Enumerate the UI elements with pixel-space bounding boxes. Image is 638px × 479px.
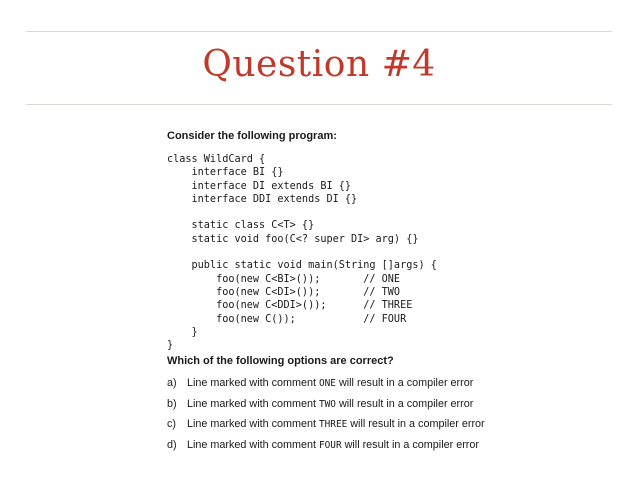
option-text bbox=[187, 439, 479, 451]
code-line: interface BI {} bbox=[167, 167, 284, 179]
code-line: } bbox=[167, 326, 198, 338]
code-line: } bbox=[167, 340, 174, 352]
code-line: foo(new C<DI>()); // TWO bbox=[167, 286, 401, 298]
option-text bbox=[187, 377, 473, 389]
title-divider bbox=[26, 104, 612, 105]
code-line: interface DI extends BI {} bbox=[167, 180, 352, 192]
code-line: public static void main(String []args) { bbox=[167, 260, 437, 272]
card-heading: Consider the following program: bbox=[167, 130, 337, 142]
top-divider bbox=[26, 31, 612, 32]
code-line: foo(new C<DDI>()); // THREE bbox=[167, 300, 413, 312]
option-text bbox=[187, 418, 485, 430]
option-text bbox=[187, 398, 473, 410]
option-letter: a) bbox=[167, 377, 177, 389]
option-text-after: will result in a compiler error bbox=[335, 377, 474, 389]
code-line: interface DDI extends DI {} bbox=[167, 193, 358, 205]
option-letter: c) bbox=[167, 418, 176, 430]
option-text-after: will result in a compiler error bbox=[347, 418, 485, 430]
code-line bbox=[167, 206, 437, 219]
option-text-before: Line marked with comment bbox=[187, 397, 320, 410]
code-line: class WildCard { bbox=[167, 154, 266, 165]
option-letter: b) bbox=[167, 397, 177, 410]
option-code: ONE bbox=[319, 378, 336, 389]
option-letter: d) bbox=[167, 438, 177, 451]
code-line bbox=[167, 246, 437, 259]
option-text-before: Line marked with comment bbox=[187, 377, 320, 389]
option-code: FOUR bbox=[319, 439, 342, 451]
option-code: TWO bbox=[319, 398, 336, 410]
option-text-before: Line marked with comment bbox=[187, 418, 320, 430]
option-text-before: Line marked with comment bbox=[187, 438, 320, 451]
option-code: THREE bbox=[319, 419, 348, 430]
slide-title: Question #4 bbox=[202, 44, 436, 85]
code-line: foo(new C()); // FOUR bbox=[167, 313, 407, 325]
code-block bbox=[167, 153, 437, 352]
code-line: static class C<T> {} bbox=[167, 220, 315, 232]
code-line: static void foo(C<? super DI> arg) {} bbox=[167, 233, 419, 245]
option-text-after: will result in a compiler error bbox=[335, 397, 474, 410]
option-text-after: will result in a compiler error bbox=[341, 438, 479, 451]
question-text: Which of the following options are correct? bbox=[167, 355, 394, 367]
code-line: foo(new C<BI>()); // ONE bbox=[167, 273, 401, 285]
